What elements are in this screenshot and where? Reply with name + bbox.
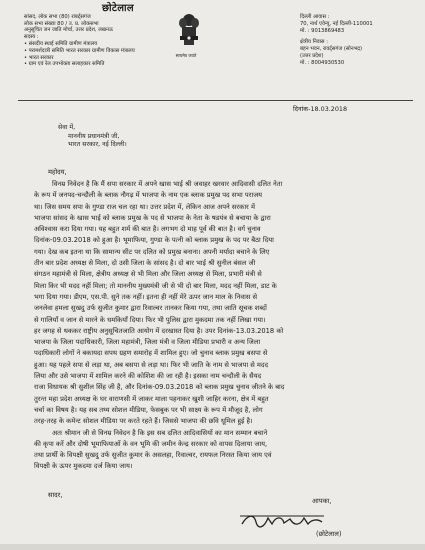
salutation: महोदय, [48, 168, 67, 176]
body-line: से गालियाँ व जान से मारने के धमकियाँ दिया। फिर भी पुलिस द्वारा मुकदमा तक नहीं लिखा गया। [34, 315, 266, 324]
body-line: तरह-तरह के कमेन्ट सोशल मीडिया पर करते रहते हैं। जिससे भाजपा की छवि धूमिल हुई है। [34, 417, 253, 426]
letterhead-left-line: लोक सभा संख्या 80 / उ. प्र. लोकसभा [24, 20, 99, 27]
body-line: लिया और उसे भाजपा में शामिल करने की कोशिश की जा रही है। इसका नाम चन्दौली के सैयद [34, 372, 262, 381]
body-line: तीन बार प्रदेश अध्यक्ष से मिला, दो उसी जिला के सांसद है। दो बार भाई श्री सुनील बंसल जी [34, 259, 256, 268]
letterhead-left-line: अनुसूचित जन जाति मोर्चा, उत्तर प्रदेश, लखनऊ [24, 27, 113, 34]
letter-date: दिनांक-18.03.2018 [293, 105, 348, 113]
letterhead-right-line: मो. : 9013869483 [300, 28, 345, 35]
letterhead-right-line: दिल्ली आवास : [300, 14, 330, 20]
body-line: अतः श्रीमान जी से विनम्र निवेदन है कि इस सब दलित आदिवासियों का मान सम्मान बचाने [52, 428, 268, 437]
body-line: तुरन्त महा प्रदेश अध्यक्ष के घर वाराणसी में जाकर माला पहनाकर खुशी जाहिर करना, क्षेत्र में बहुत [34, 394, 269, 403]
body-line: की कृपा करें और दोषी भूमाफियाओं के वन भूमि की जमीन केन्द्र सरकार को वापस दिलाया जाय, [34, 439, 268, 448]
body-line: हर जगह से थककर राष्ट्रीय अनुसूचितजाति आयोग में दरखास्त दिया है। उपर दिनांक-13.03.2018 को [34, 326, 284, 335]
header-divider [18, 100, 413, 101]
letterhead-right-line: क्षेत्रीय निवास : [300, 38, 328, 45]
body-line: हुआ। यह पहले सपा से लड़ा था, अब बसपा से लड़ा था। फिर भी जाति के नाम से भाजपा से मदद [34, 360, 269, 369]
addressee-line: माननीय प्रधानमंत्री जी, [68, 132, 120, 140]
letterhead-left-line: • ग्राम एवं रेल उपभोक्ता सलाहकार समिति [24, 61, 105, 68]
body-line: गया। देख कब इतना था कि सामान्य सीट पर दलित को प्रमुख बनाना। अपनी मर्यादा बचाने के लिए [34, 247, 270, 256]
letterhead-left-line: • परामर्शदात्री समिति भारत सरकार ग्रामीण विकास मंत्रालय [24, 47, 135, 54]
letterhead-left [24, 3, 194, 68]
body-line: मिला किर भी मदद नहीं मिला; तो माननीय मुख्यमंत्री जी से भी दो बार मिला, मदद नहीं मिला, डाट के [34, 281, 277, 290]
body-line: दिनांक-09.03.2018 को हुआ है। भूमाफिया, गुण्डा के पत्नी को ब्लाक प्रमुख के पद पर बैठा दिया [34, 236, 274, 245]
body-line: तथा प्रार्थी के विपक्षी सुखदु उर्फ सुजीत कुमार के असलहा, रिवाल्वर, रायफल निरस्त किया जाय एवं [34, 451, 272, 460]
letterhead-left-line: • भारत सरकार [24, 54, 54, 61]
body-line: अविश्वास करा दिया गया। यह बहुत शर्म की बात है। लगभग दो माह पूर्व की बात है। वर्ग चुनाव [34, 225, 261, 234]
addressee-block [58, 124, 127, 150]
letterhead-right [300, 14, 418, 67]
body-line: विनम्र निवेदन है कि मैं सपा सरकार में अपने खास भाई श्री जवाहर खरवार आदिवासी दलित नेता [52, 180, 283, 188]
page-edge [0, 544, 425, 550]
letterhead-right-line: (उत्तर प्रदेश) [300, 53, 324, 60]
body-line: विपक्षी के ऊपर मुकदमा दर्ज किया जाय। [34, 462, 133, 471]
body-line: भाजपा सांसद के खास भाई को ब्लाक प्रमुख के पद से भाजपा के नेता के षडयंत्र से बचाया के द्वारा [34, 213, 271, 222]
body-line: राजा विधायक श्री सुशील सिंह जी है, और दिनांक-09.03.2018 को ब्लाक प्रमुख चुनाव जीतने के बाद [34, 383, 285, 392]
body-line: जनलेवा हमला सुखदु उर्फ सुजीत कुमार द्वारा रिवाल्वर तानकर किया गया, तथा जाति सूचक शब्दों [34, 304, 267, 313]
body-line: था। जिस समय सपा के गुण्डा राज चल रहा था। उत्तर प्रदेश में, लेकिन आज अपने सरकार में [34, 202, 255, 211]
letterhead-right-line: बहन भवन, रावर्ट्सगंज (सोनभद्र) [300, 45, 363, 52]
handwritten-signature [238, 510, 326, 532]
signatory-name: (छोटेलाल) [316, 530, 342, 538]
addressee-line: सेवा में, [58, 124, 76, 131]
emblem-caption: सत्यमेव जयते [175, 53, 197, 58]
body-line: भगा दिया गया। डीएम, एस.पी. सुने तक नहीं। इतना ही नहीं मेरे ऊपर जान माल के निवास से [34, 292, 258, 301]
letterhead-right-line: मो. : 8004930530 [300, 60, 345, 67]
letterhead-name: छोटेलाल [102, 3, 134, 14]
letterhead-right-line: 70, नार्थ एवेन्यू, नई दिल्ली-110001 [300, 21, 373, 28]
body-line: के रूप में जनपद-चन्दौली के ब्लाक नौगढ़ में भाजपा के नाम एक ब्लाक प्रमुख पद सभा पराजय [34, 191, 263, 200]
addressee-line: भारत सरकार, नई दिल्ली। [68, 141, 127, 149]
national-emblem [176, 12, 202, 59]
body-line: संगठन महामंत्री से मिला, क्षेत्रीय अध्यक्ष से भी मिला और जिला अध्यक्ष से मिला, प्रभारी मंत्री से [34, 270, 262, 279]
closing: सादर, [48, 491, 63, 499]
body-line: भाजपा के जिला पदाधिकारी, जिला महामंत्री, जिला मंत्री व जिला मीडिया प्रभारी व अन्य जिला [34, 338, 261, 347]
body-line: पदाधिकारी लोगों ने बकायदा सपथ ग्रहण समारोह में शामिल हुए। जो चुनाव ब्लाक प्रमुख बसपा से [34, 349, 268, 358]
lion-capital-icon [176, 12, 202, 48]
yours-label: आपका, [312, 497, 332, 505]
letter-body [34, 179, 404, 473]
letterhead-left-line: • संसदीय स्थाई समिति ग्रामीण मंत्रालय [24, 40, 98, 47]
body-line: चर्चा का विषय है। यह सब तथ्य सोशल मीडिया, फेसबुक पर भी साक्ष्य के रूप में मौजूद है, लोग [34, 405, 263, 414]
letterhead-left-line: सदस्य : [24, 34, 39, 41]
letterhead-left-line: सांसद, लोक सभा (80) राबर्ट्सगंज [24, 13, 91, 20]
